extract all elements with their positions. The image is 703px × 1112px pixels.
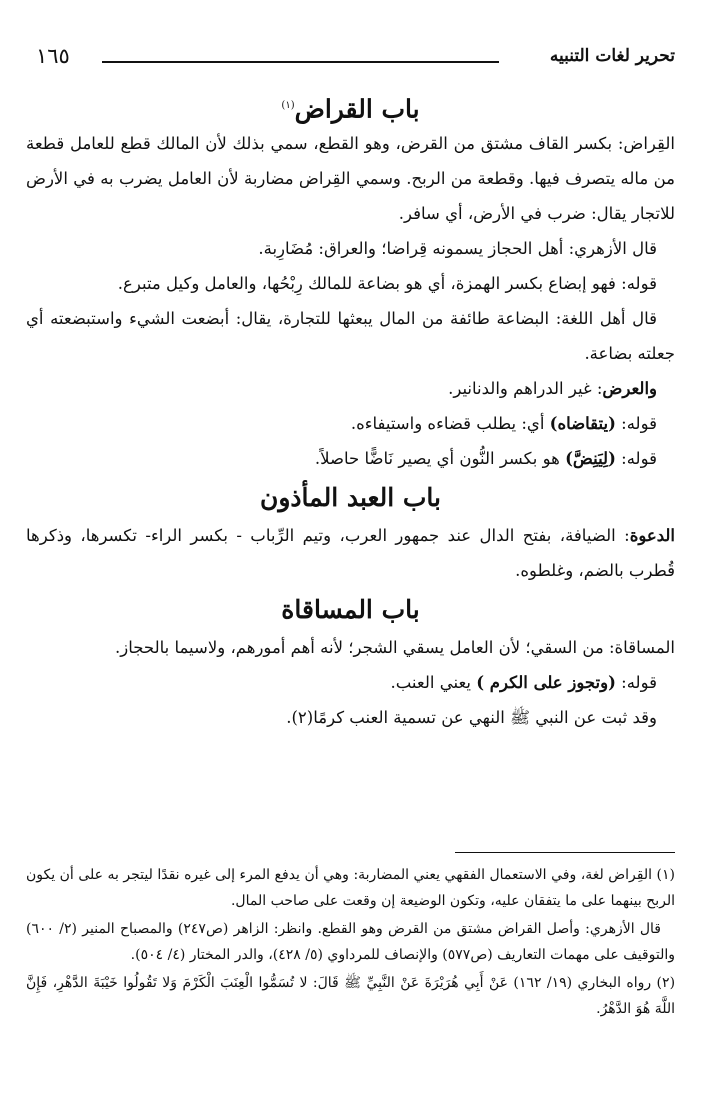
- bold-term: والعرض: [602, 379, 657, 398]
- section-heading-qirad: [26, 86, 675, 126]
- running-header: [36, 44, 675, 76]
- paragraph: قوله: فهو إبضاع بكسر الهمزة، أي هو بضاعة للمالك رِبْحُها، والعامل وكيل متبرع.: [117, 274, 657, 293]
- footnote-ref-1: (١): [281, 100, 295, 111]
- footnote-1: (١) القِراض لغة، وفي الاستعمال الفقهي يعني المضاربة: وهي أن يدفع المرء إلى غيره نقدًا ليتجر به على أن يكون الربح بينهما على ما يتفقان عليه، وتكون الوضيعة إن وقعت على صاحب المال.: [26, 867, 675, 909]
- heading-text: باب القراض: [294, 94, 420, 124]
- paragraph: قوله: (وتجوز على الكرم ) يعني العنب.: [390, 673, 657, 692]
- main-text: [26, 86, 675, 735]
- paragraph: والعرض: غير الدراهم والدنانير.: [448, 379, 657, 398]
- header-rule: [102, 61, 499, 63]
- paragraph: قوله: (يتقاضاه) أي: يطلب قضاءه واستيفاءه.: [350, 414, 657, 433]
- section-heading-musaqat: باب المساقاة: [281, 595, 420, 624]
- footnotes: [26, 862, 675, 1022]
- running-title: تحرير لغات التنبيه: [549, 46, 675, 66]
- paragraph: قال أهل اللغة: البضاعة طائفة من المال يبعثها للتجارة، يقال: أبضعت الشيء واستبضعته أي جعلته بضاعة.: [26, 309, 675, 363]
- bold-term: (يتقاضاه): [549, 414, 616, 433]
- section-heading-abd-madhun: باب العبد المأذون: [259, 483, 441, 512]
- paragraph: وقد ثبت عن النبي ﷺ النهي عن تسمية العنب كرمًا(٢).: [286, 708, 657, 727]
- bold-term: (وتجوز على الكرم ): [476, 673, 616, 692]
- bold-term: (لِيَنِضَّ): [565, 449, 616, 468]
- footnote-separator: [455, 852, 675, 853]
- paragraph: قال الأزهري: أهل الحجاز يسمونه قِراضا؛ والعراق: مُضَارِبة.: [258, 239, 657, 258]
- page-number: ١٦٥: [36, 44, 70, 68]
- paragraph: قوله: (لِيَنِضَّ) هو بكسر النُّون أي يصير نَاضًّا حاصلاً.: [314, 449, 657, 468]
- footnote-1-continued: قال الأزهري: وأصل القراض مشتق من القرض وهو القطع. وانظر: الزاهر (ص٢٤٧) والمصباح المنير (٢/ ٦٠٠) والتوقيف على مهمات التعاريف (ص٥٧٧) والإنصاف للمرداوي (٥/ ٤٢٨)، والدر المختار (٤/ ٥٠٤).: [26, 921, 675, 963]
- paragraph: الدعوة: الضيافة، بفتح الدال عند جمهور العرب، وتيم الرِّباب - بكسر الراء- تكسرها، وذكرها قُطرب بالضم، وغلطوه.: [26, 526, 675, 580]
- paragraph: القِراض: بكسر القاف مشتق من القرض، وهو القطع، سمي بذلك لأن المالك قطع للعامل قطعة من ماله يتصرف فيها. وقطعة من الربح. وسمي القِراض مضاربة لأن العامل يضرب به في الأرض للاتجار يقال: ضرب في الأرض، أي سافر.: [26, 134, 675, 223]
- paragraph: المساقاة: من السقي؛ لأن العامل يسقي الشجر؛ لأنه أهم أمورهم، ولاسيما بالحجاز.: [115, 638, 675, 657]
- bold-term: الدعوة: [629, 526, 675, 545]
- footnote-2: (٢) رواه البخاري (١٩/ ١٦٢) عَنْ أَبِي هُرَيْرَةَ عَنْ النَّبِيِّ ﷺ قَالَ: لا تُسَمُّوا الْعِنَبَ الْكَرْمَ وَلا تَقُولُوا خَيْبَةَ الدَّهْرِ، فَإِنَّ اللَّهَ هُوَ الدَّهْرُ.: [26, 975, 676, 1017]
